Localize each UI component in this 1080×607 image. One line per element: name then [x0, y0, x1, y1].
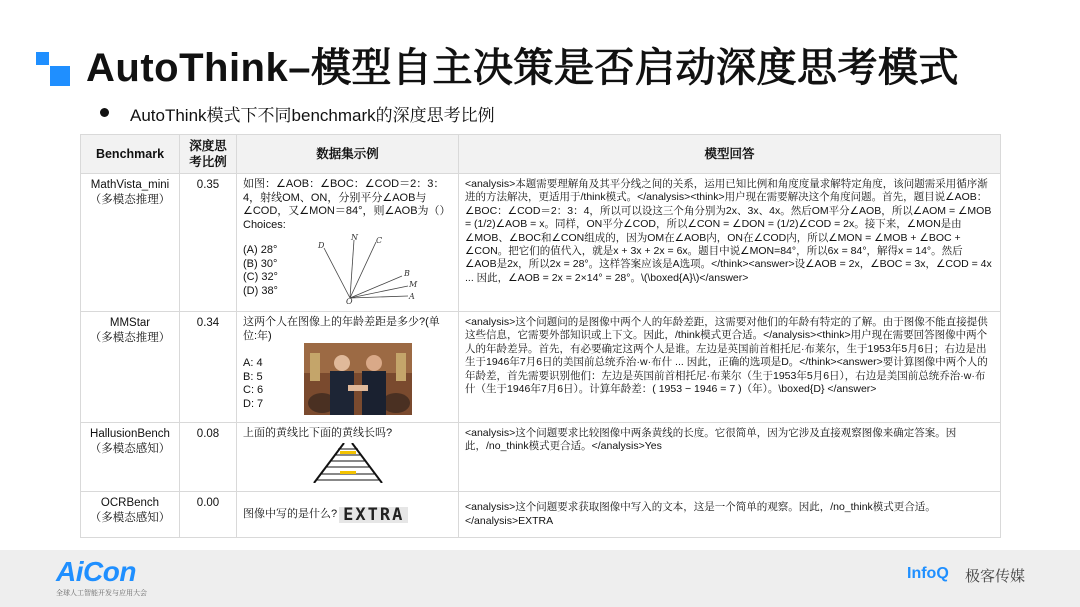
logo-square-large — [50, 66, 70, 86]
choice-item: (D) 38° — [243, 284, 278, 297]
angle-diagram — [310, 232, 420, 304]
example-cell — [237, 174, 459, 312]
logo-square-small — [36, 52, 49, 65]
example-cell — [237, 423, 459, 492]
example-question: 上面的黄线比下面的黄线长吗? — [243, 427, 393, 439]
figure-label: M — [408, 280, 418, 289]
choices-list — [243, 343, 263, 415]
choice-item: (C) 32° — [243, 271, 278, 283]
page-subtitle: AutoThink模式下不同benchmark的深度思考比例 — [130, 106, 495, 125]
photo-figure — [263, 343, 452, 415]
figure-label: B — [403, 269, 410, 278]
page-title: AutoThink–模型自主决策是否启动深度思考模式 — [86, 46, 959, 90]
figure-label: O — [345, 297, 353, 304]
ocr-image: EXTRA — [339, 507, 408, 523]
figure-label: N — [350, 233, 358, 242]
benchmark-name: HallusionBench — [90, 428, 170, 440]
title-logo-mark — [36, 52, 70, 86]
benchmark-table — [80, 134, 1001, 538]
example-cell — [237, 312, 459, 423]
choices-list — [243, 232, 278, 304]
choices-label: Choices: — [243, 218, 286, 231]
benchmark-type: （多模态推理） — [89, 194, 171, 206]
example-cell — [237, 492, 459, 538]
ratio-cell: 0.34 — [180, 312, 237, 423]
col-header-benchmark: Benchmark — [81, 135, 180, 174]
bullet-icon — [100, 108, 109, 117]
aicon-subtitle: 全球人工智能开发与应用大会 — [56, 590, 147, 597]
benchmark-cell — [81, 174, 180, 312]
choice-item: C: 6 — [243, 384, 264, 396]
choice-item: B: 5 — [243, 370, 263, 383]
col-header-response: 模型回答 — [459, 135, 1001, 174]
benchmark-name: MathVista_mini — [90, 179, 170, 191]
choice-item: D: 7 — [243, 397, 264, 410]
choice-item: (A) 28° — [243, 244, 278, 256]
benchmark-cell — [81, 312, 180, 423]
table-row — [81, 312, 1001, 423]
benchmark-type: （多模态感知） — [89, 512, 171, 524]
benchmark-cell — [81, 492, 180, 538]
choice-item: A: 4 — [243, 357, 263, 369]
example-body — [243, 232, 452, 304]
figure-label: A — [408, 292, 415, 301]
example-question: 图像中写的是什么? — [243, 507, 338, 520]
benchmark-name: OCRBench — [100, 497, 160, 509]
table-row — [81, 174, 1001, 312]
ratio-cell: 0.35 — [180, 174, 237, 312]
angle-figure — [278, 232, 452, 304]
example-question: 这两个人在图像上的年龄差距是多少?(单位:年) — [243, 316, 440, 342]
response-cell: <analysis>这个问题要求比较图像中两条黄线的长度。它很简单，因为它涉及直接观察图像来确定答案。因此，/no_think模式更合适。</analysis>Yes — [459, 423, 1001, 492]
example-body — [243, 343, 452, 415]
ratio-cell: 0.00 — [180, 492, 237, 538]
ratio-cell: 0.08 — [180, 423, 237, 492]
figure-label: C — [375, 236, 383, 245]
response-cell: <analysis>本题需要理解角及其平分线之间的关系，运用已知比例和角度度量求解特定角度，该问题需采用循序渐进的方法解决，更适用于/think模式。</analysis><think>用户现在需要解决这个角度问题。首先，题目说∠AOB：∠BOC：∠COD＝2：3：4，所以可以设这三个角分别为2x、3x、4x。然后OM平分∠AOB，所以∠AOM = ∠MOB = (1/2)∠AOB = x。同样，ON平分∠COD，所以∠CON = ∠DON = (1/2)∠COD = 2x。接下来，∠MON是由∠MOB、∠BOC和∠CON组成的，因为OM在∠AOB内，ON在∠COD内，所以∠MON = ∠MOB + ∠BOC + ∠CON。把它们的值代入，就是x + 3x + 2x = 6x。题目中说∠MON=84°，所以6x = 84°，解得x = 14°。然后∠AOB是2x，所以2x = 28°。这样答案应该是A选项。</think><answer>设∠AOB = 2x，∠BOC = 3x，∠COD = 4x ... 因此，∠AOB = 2x = 2×14° = 28°。\(\boxed{A}\)</answer> — [459, 174, 1001, 312]
table-row — [81, 423, 1001, 492]
example-question: 如图：∠AOB：∠BOC：∠COD＝2：3：4，射线OM、ON，分别平分∠AOB与∠COD，又∠MON＝84°，则∠AOB为（） — [243, 178, 451, 217]
benchmark-type: （多模态推理） — [89, 332, 171, 344]
table-header-row — [81, 135, 1001, 174]
figure-label: D — [317, 241, 325, 250]
infoq-logo: InfoQ — [907, 565, 949, 582]
benchmark-cell — [81, 423, 180, 492]
benchmark-type: （多模态感知） — [89, 443, 171, 455]
response-cell: <analysis>这个问题问的是图像中两个人的年龄差距，这需要对他们的年龄有特定的了解。由于图像不能直接提供这些信息，它需要外部知识或上下文。因此，/think模式更合适。</analysis><think>用户现在需要回答图像中两个人的年龄差异。首先，有必要确定这两个人是谁。左边是英国前首相托尼·布莱尔，生于1953年5月6日；右边是出生于1946年7月6日的美国前总统乔治·w·布什 ... 因此，正确的选项是D。</think><answer>要计算图像中两个人的年龄差，首先需要识别他们：左边是英国前首相托尼·布莱尔（生于1953年5月6日），右边是美国前总统乔治·w·布什（生于1946年7月6日）。计算年龄差：( 1953 − 1946 = 7 )（年）。\boxed{D} </answer> — [459, 312, 1001, 423]
col-header-ratio: 深度思考比例 — [180, 135, 237, 174]
benchmark-name: MMStar — [109, 317, 151, 329]
table-row — [81, 492, 1001, 538]
choice-item: (B) 30° — [243, 257, 278, 270]
handshake-photo — [304, 343, 412, 415]
illusion-figure — [306, 443, 390, 483]
col-header-example: 数据集示例 — [237, 135, 459, 174]
aicon-logo: AiCon — [56, 556, 136, 587]
response-cell: <analysis>这个问题要求获取图像中写入的文本，这是一个简单的观察。因此，/no_think模式更合适。</analysis>EXTRA — [459, 492, 1001, 538]
geek-media-name: 极客传媒 — [965, 568, 1026, 585]
